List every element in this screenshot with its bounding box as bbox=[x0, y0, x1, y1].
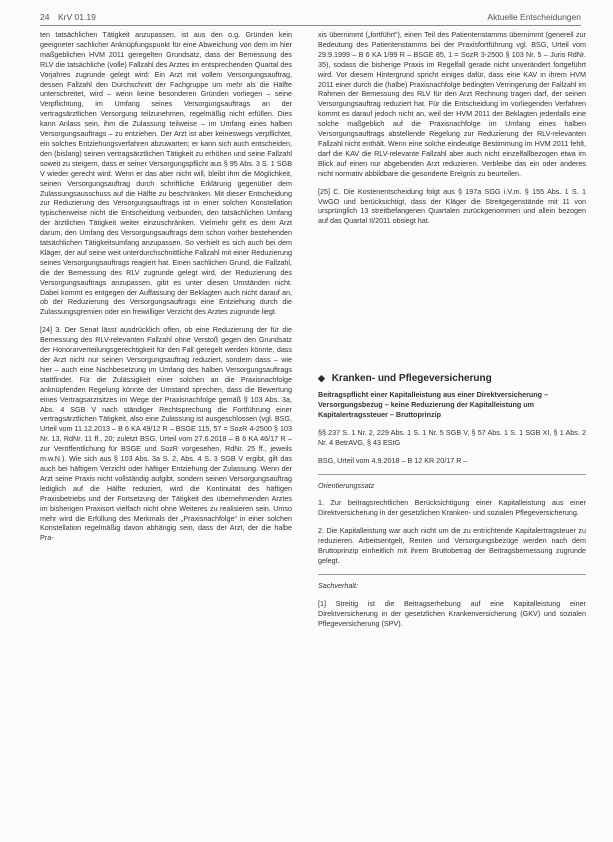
section-title: Kranken- und Pflegeversicherung bbox=[331, 373, 492, 385]
right-column bbox=[318, 30, 586, 637]
norm-references: §§ 237 S. 1 Nr. 2, 229 Abs. 1 S. 1 Nr. 5 SGB V, § 57 Abs. 1 S. 1 SGB XI, § 1 Abs. 2 Nr. 4 BetrAVG, § 43 EStG bbox=[318, 427, 586, 447]
divider bbox=[318, 574, 586, 575]
headnote: Beitragspflicht einer Kapitalleistung aus einer Direktversicherung – Versorgungsbezug – keine Reduzierung der Kapitalleistung um Kapitalertragssteuer – Bruttoprinzip bbox=[318, 390, 549, 419]
facts-paragraph: [1] Streitig ist die Beitragserhebung auf eine Kapitalleistung einer Direktversicherung in der gesetzlichen Krankenversicherung (GKV) und sozialen Pflegeversicherung (SPV). bbox=[318, 598, 586, 628]
left-column bbox=[40, 30, 292, 551]
paragraph: xis übernimmt („fortführt“), einen Teil des Patientenstamms übernimmt (generell zur Bedeutung des Patientenstamms bei der Praxisfortführung vgl. BSG, Urteil vom 29.9.1999 – B 6 KA 1/99 R – BSGE 85, 1 = SozR 3-2500 § 103 Nr. 5 – Juris RdNr. 35), sodass die bisherige Praxis im Regelfall gerade nicht unverändert fortgeführt wird. Vor diesem Hintergrund spricht einiges dafür, dass eine KAV in ihrem HVM 2011 einer durch die (halbe) Praxisnachfolge bedingten Verringerung der Fallzahl im Rahmen der Bemessung des RLV für den Arzt Rechnung tragen darf, der seinen Versorgungsauftrag reduziert hat. Für die Entscheidung im vorliegenden Verfahren kommt es darauf jedoch nicht an, weil der HVM 2011 der Beklagten jedenfalls eine solche maßgeblich auf die Praxisnachfolge im Umfang eines halben Versorgungsauftrags abstellende Regelung zur Reduzierung der RLV-relevanten Fallzahl nicht enthält. Wenn eine solche eindeutige Bestimmung im HVM 2011 fehlt, darf die KAV die RLV-relevante Fallzahl aber auch nicht einzelfallbezogen etwa im Blick auf einen nur abgebenden Arzt reduzieren. Verbleibe das ein oder anderes nicht normativ abbildbare die gesonderte Ereignis zu beurteilen. bbox=[318, 30, 586, 178]
paragraph: [24] 3. Der Senat lässt ausdrücklich offen, ob eine Reduzierung der für die Bemessung des RLV-relevanten Fallzahl ohne Verstoß gegen den Grundsatz der Honorarverteilungsgerechtigkeit für den Fall geregelt werden könnte, dass der Arzt nicht nur seinen Versorgungsauftrag reduziert, sondern dass – wie hier – auch eine Nachbesetzung im Umfang des halben Versorgungsauftrags stattfindet. Für die Zulässigkeit einer solchen an die Praxisnachfolge anknüpfenden Regelung könnte der Umstand sprechen, dass die Bewertung eines Vertragsarztsitzes im Wege der Praxisnachfolge gemäß § 103 Abs. 3a, Abs. 4 SGB V nach ständiger Rechtsprechung die Fortführung einer vertragsärztlichen Tätigkeit, also eine Zulassung ist ausgeschlossen (vgl. BSG, Urteil vom 11.12.2013 – B 6 KA 49/12 R – BSGE 115, 57 = SozR 4-2500 § 103 Nr. 13, RdNr. 11 ff., 20; zuletzt BSG, Urteil vom 27.6.2018 – B 6 KA 46/17 R – zur Veröffentlichung für BSGE und SozR vorgesehen, RdNr. 25 ff., jeweils m.w.N.). Wie sich aus § 103 Abs. 3a S. 2, Abs. 4 S. 3 SGB V ergibt, gilt das auch bei häftigem Verzicht oder häftiger Entziehung der Zulassung. Wenn der Arzt seine Praxis nicht vollständig aufgibt, sondern seinen Versorgungsauftrag lediglich auf die Hälfte reduziert, wird die Kontinuität des häftigen Praxisbetriebs und der Fortsetzung der Tätigkeit des übernehmenden Arztes im bisherigen Praxisort vielfach nicht ohne Weiteres zu realisieren sein. Umso mehr wird die Erfüllung des Merkmals der „Praxisnachfolge“ in einer solchen Konstellation regelmäßig davon abhängig sein, dass der Arzt, der die halbe Pra- bbox=[40, 325, 292, 543]
paragraph: ten tatsächlichen Tätigkeit anzupassen, ist aus den o.g. Gründen kein geeigneter sachlicher Anknüpfungspunkt für eine Abweichung von dem im hier maßgeblichen HVM 2011 geregelten Grundsatz, dass der Bemessung des RLV die tatsächliche (volle) Fallzahl des Arztes im entsprechenden Quartal des Vorjahres zugrunde gelegt wird: Ein Arzt mit vollem Versorgungsauftrag, dessen Fallzahl den Durchschnitt der Fachgruppe um mehr als die Hälfte unterschreitet, wird – wenn keine besonderen Gründen vorliegen – seine Verpflichtung, im Umfang seines Versorgungsauftrags an der vertragsärztlichen Versorgung teilzunehmen, regelmäßig nicht erfüllen. Dies kann Anlass sein, ihm die Zulassung teilweise – im Umfang eines halben Versorgungsauftrags – zu entziehen. Der Arzt ist aber keineswegs verpflichtet, ein solches Entziehungsverfahren abzuwarten; er kann sich auch entscheiden, den (bislang) seinen vertragsärztlichen Tätigkeit zu erhöhen und seine Fallzahl soweit zu steigern, dass er seiner Versorgungspflicht aus § 95 Abs. 3 S. 1 SGB V wieder gerecht wird. Wenn er das aber nicht will, bleibt ihm die Möglichkeit, seinen Versorgungsauftrag durch schriftliche Erklärung gegenüber dem Zulassungsausschuss auf die Hälfte zu beschränken. Mit dieser Entscheidung zur Reduzierung des Versorgungsauftrags ist in einer solchen Konstellation typischerweise nicht die Entscheidung verbunden, den tatsächlichen Umfang der ärztlichen Tätigkeit weiter einzuschränken. Vielmehr geht es dem Arzt darum, den Umfang des Versorgungsauftrags dem schon vorher bestehenden tatsächlichen Tätigkeitsumfang anzupassen. So verhielt es sich auch bei dem Kläger, der auf seine weit unterdurchschnittliche Fallzahl mit einer Reduzierung seines Versorgungsauftrags reagiert hat. Einen sachlichen Grund, die Fallzahl, die der Bemessung des RLV zugrunde gelegt wird, der Reduzierung des Versorgungsauftrags anzupassen, gibt es unter diesen Umständen nicht. Dabei kommt es entgegen der Auffassung der Beklagten auch nicht darauf an, ob der Reduzierung des Versorgungsauftrags eine Entziehung durch die Zulassungsgremien oder ein freiwilliger Verzicht des Arztes zugrunde liegt. bbox=[40, 30, 292, 317]
page-number: 24 bbox=[40, 12, 50, 22]
header-rule bbox=[40, 25, 581, 26]
orientation-item: 2. Die Kapitalleistung war auch nicht um die zu entrichtende Kapitalertragsteuer zu reduzieren. Arbeitsentgelt, Renten und Versorgungsbezüge werden nach dem Bruttoprinzip einheitlich mit ihrem Bruttobetrag der Beitragsbemessung zugrunde gelegt. bbox=[318, 526, 586, 565]
column-gap bbox=[318, 234, 586, 374]
divider bbox=[318, 474, 586, 475]
orientation-heading: Orientierungssatz bbox=[318, 480, 375, 490]
court-citation: BSG, Urteil vom 4.9.2018 – B 12 KR 20/17 R – bbox=[318, 455, 468, 465]
section-label: Aktuelle Entscheidungen bbox=[487, 12, 581, 22]
paragraph: [25] C. Die Kostenentscheidung folgt aus § 197a SGG i.V.m. § 155 Abs. 1 S. 1 VwGO und berücksichtigt, dass der Kläger die Streitgegenstände mit 11 von ursprünglich 13 streitbefangenen Quartalen zurückgenommen und allein bezogen auf das Quartal II/2011 obsiegt hat. bbox=[318, 186, 586, 226]
section-heading bbox=[318, 374, 586, 384]
journal-issue: KrV 01.19 bbox=[58, 12, 96, 22]
facts-heading: Sachverhalt: bbox=[318, 580, 358, 590]
orientation-item: 1. Zur beitragsrechtlichen Berücksichtigung einer Kapitalleistung aus einer Direktversicherung in der gesetzlichen Kranken- und sozialen Pflegeversicherung. bbox=[318, 498, 586, 518]
diamond-icon: ◆ bbox=[318, 373, 325, 384]
page-header bbox=[40, 10, 581, 26]
